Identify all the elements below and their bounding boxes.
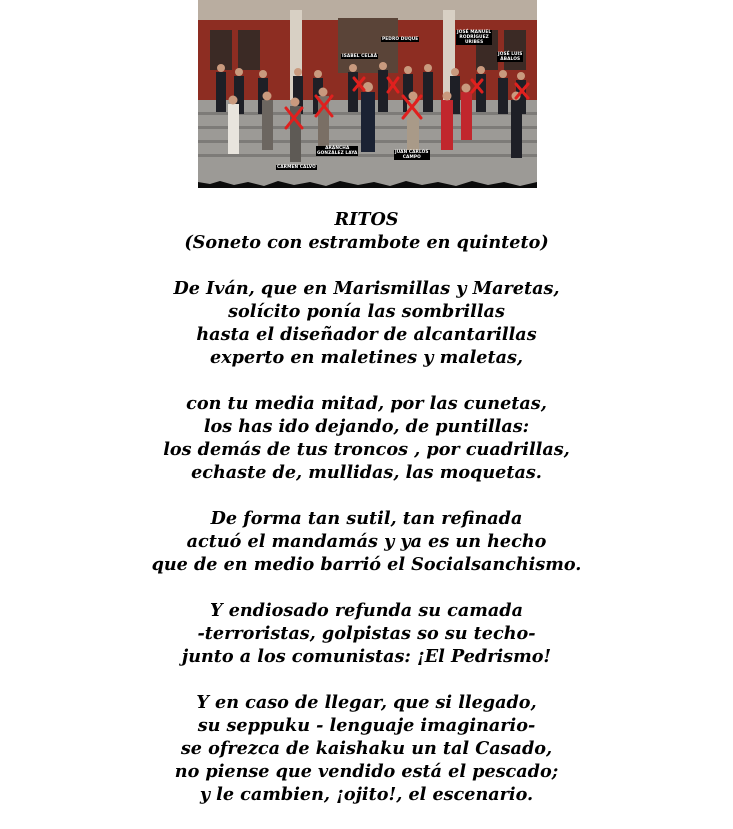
- label-isabel-celaa: ISABEL CELAÁ: [342, 54, 378, 59]
- poem-heading: [0, 208, 733, 254]
- poem-line: Y en caso de llegar, que si llegado,: [196, 692, 537, 713]
- poem-line: experto en maletines y maletas,: [209, 347, 524, 368]
- group-photo: [198, 0, 537, 188]
- label-arancha-gonzalez-laya: ARANCHA GONZÁLEZ LAYA: [317, 146, 358, 156]
- poem-line: De forma tan sutil, tan refinada: [210, 508, 523, 529]
- poem-line: su seppuku - lenguaje imaginario-: [197, 715, 536, 736]
- poem-stanza: [0, 507, 733, 576]
- poem-line: se ofrezca de kaishaku un tal Casado,: [180, 738, 553, 759]
- poem-title: RITOS: [334, 209, 399, 230]
- poem-line: hasta el diseñador de alcantarillas: [196, 324, 537, 345]
- poem-stanza: [0, 599, 733, 668]
- poem-stanza: [0, 277, 733, 369]
- label-jose-luis-abalos: JOSÉ LUIS ÁBALOS: [498, 52, 523, 62]
- poem-stanzas: [0, 277, 733, 806]
- poem-line: echaste de, mullidas, las moquetas.: [191, 462, 542, 483]
- poem-line: los demás de tus troncos , por cuadrillas,: [163, 439, 570, 460]
- poem-stanza: [0, 691, 733, 806]
- poem-line: que de en medio barrió el Socialsanchismo.: [151, 554, 582, 575]
- poem-line: De Iván, que en Marismillas y Maretas,: [173, 278, 560, 299]
- label-jose-manuel-rodriguez-uribes: JOSÉ MANUEL RODRÍGUEZ URIBES: [457, 30, 492, 45]
- poem-line: -terroristas, golpistas so su techo-: [197, 623, 536, 644]
- poem-line: junto a los comunistas: ¡El Pedrismo!: [181, 646, 552, 667]
- poem-line: solícito ponía las sombrillas: [228, 301, 505, 322]
- group-photo-illustration: [198, 0, 537, 188]
- poem-stanza: [0, 392, 733, 484]
- poem-line: actuó el mandamás y ya es un hecho: [186, 531, 547, 552]
- poem-line: Y endiosado refunda su camada: [210, 600, 523, 621]
- label-carmen-calvo: CARMEN CALVO: [277, 165, 316, 170]
- poem: [0, 208, 733, 829]
- poem-subtitle: (Soneto con estrambote en quinteto): [184, 232, 549, 253]
- label-juan-carlos-campo: JUAN CARLOS CAMPO: [395, 150, 429, 160]
- poem-line: los has ido dejando, de puntillas:: [203, 416, 530, 437]
- poem-line: con tu media mitad, por las cunetas,: [186, 393, 547, 414]
- poem-line: no piense que vendido está el pescado;: [174, 761, 559, 782]
- poem-line: y le cambien, ¡ojito!, el escenario.: [199, 784, 534, 805]
- label-pedro-duque: PEDRO DUQUE: [382, 37, 419, 42]
